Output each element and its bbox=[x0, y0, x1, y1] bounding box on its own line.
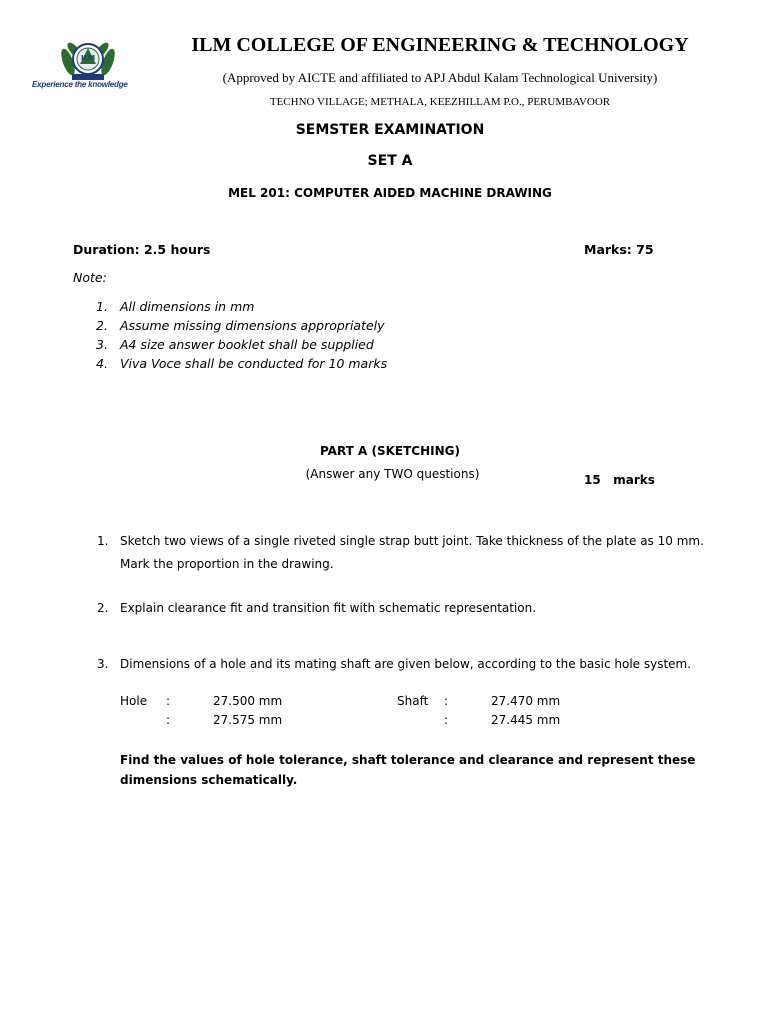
part-title: PART A (SKETCHING) bbox=[319, 444, 460, 458]
hole-value: 27.500 mm bbox=[213, 694, 283, 708]
question-number: 1. bbox=[97, 534, 109, 548]
shaft-value: 27.445 mm bbox=[491, 713, 561, 727]
course-title: MEL 201: COMPUTER AIDED MACHINE DRAWING bbox=[228, 186, 552, 200]
college-address: TECHNO VILLAGE; METHALA, KEEZHILLAM P.O., PERUMBAVOOR bbox=[269, 96, 611, 108]
colon: : bbox=[166, 694, 171, 708]
tagline: Experience the knowledge bbox=[32, 80, 128, 89]
exam-set: SET A bbox=[367, 153, 413, 169]
colon: : bbox=[444, 694, 449, 708]
part-instruction: (Answer any TWO questions) bbox=[305, 467, 480, 481]
shaft-label: Shaft bbox=[397, 694, 429, 708]
colon: : bbox=[166, 713, 171, 727]
note-number: 1. bbox=[96, 299, 108, 314]
question-number: 2. bbox=[97, 601, 109, 615]
question-text: Explain clearance fit and transition fit with schematic representation. bbox=[120, 601, 537, 615]
note-number: 3. bbox=[96, 337, 108, 352]
exam-duration: Duration: 2.5 hours bbox=[73, 242, 211, 257]
question-text: Dimensions of a hole and its mating shaft are given below, according to the basic hole system. bbox=[120, 657, 692, 671]
note-item bbox=[96, 299, 254, 314]
hole-value: 27.575 mm bbox=[213, 713, 283, 727]
hole-label: Hole bbox=[120, 694, 148, 708]
note-label: Note: bbox=[73, 270, 107, 285]
note-number: 2. bbox=[96, 318, 108, 333]
note-item bbox=[96, 356, 387, 371]
note-item bbox=[96, 337, 374, 352]
exam-marks: Marks: 75 bbox=[584, 242, 654, 257]
question-followup: Find the values of hole tolerance, shaft tolerance and clearance and represent these dimensions schematically. bbox=[120, 753, 696, 787]
note-text: Assume missing dimensions appropriately bbox=[120, 318, 385, 333]
note-text: All dimensions in mm bbox=[120, 299, 255, 314]
question-number: 3. bbox=[97, 657, 109, 671]
note-text: A4 size answer booklet shall be supplied bbox=[120, 337, 374, 352]
part-marks: 15 marks bbox=[584, 473, 655, 487]
note-item bbox=[96, 318, 385, 333]
note-text: Viva Voce shall be conducted for 10 marks bbox=[120, 356, 388, 371]
question-text: Sketch two views of a single riveted single strap butt joint. Take thickness of the plate as 10 mm. Mark the proportion in the drawing. bbox=[120, 534, 704, 571]
exam-type: SEMSTER EXAMINATION bbox=[295, 122, 485, 138]
shaft-value: 27.470 mm bbox=[491, 694, 561, 708]
colon: : bbox=[444, 713, 449, 727]
note-number: 4. bbox=[96, 356, 108, 371]
approval-line: (Approved by AICTE and affiliated to APJ Abdul Kalam Technological University) bbox=[222, 70, 658, 85]
college-title: ILM COLLEGE OF ENGINEERING & TECHNOLOGY bbox=[191, 34, 689, 56]
logo-text: ILM bbox=[81, 54, 96, 62]
